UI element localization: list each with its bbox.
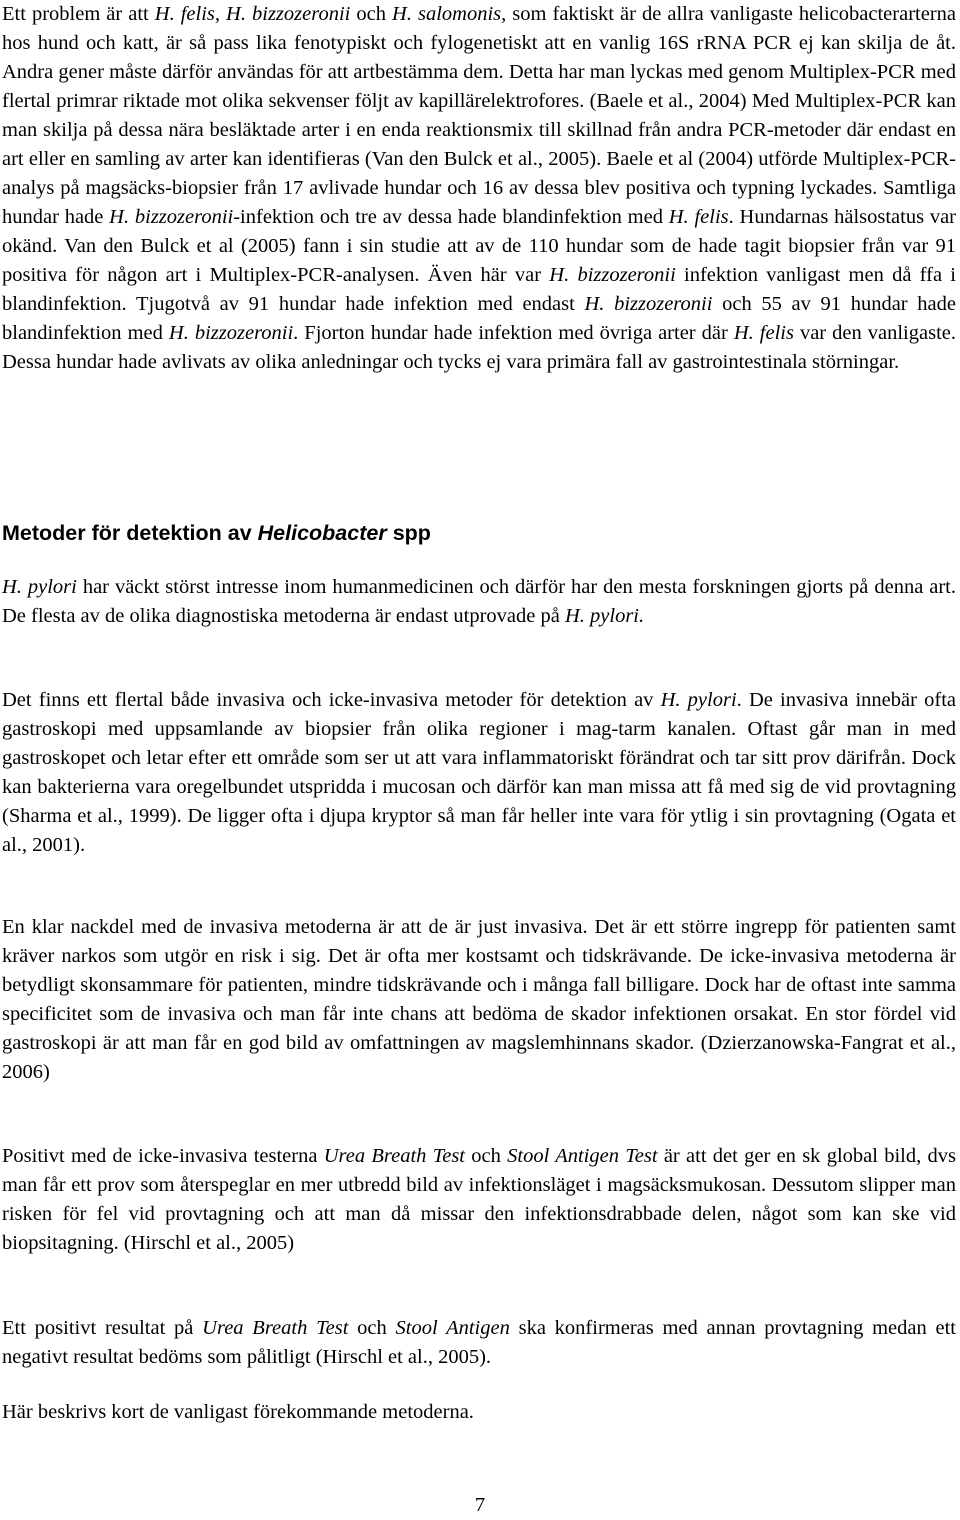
italic-text-segment: H. bizzozeronii	[549, 264, 676, 286]
text-segment: Ett problem är att	[2, 3, 155, 25]
italic-text-segment: H. bizzozeronii	[584, 293, 713, 315]
italic-text-segment: H. salomonis	[392, 3, 502, 25]
text-segment: och	[348, 1317, 396, 1339]
paragraph-helicobacter-species	[2, 0, 956, 377]
italic-text-segment: Urea Breath Test	[202, 1317, 349, 1339]
text-segment: Positivt med de icke-invasiva testerna	[2, 1145, 324, 1167]
italic-text-segment: Urea Breath Test	[323, 1145, 465, 1167]
italic-text-segment: H. bizzozeronii	[109, 206, 234, 228]
italic-text-segment: H. pylori	[660, 689, 737, 711]
italic-text-segment: H. felis	[668, 206, 729, 228]
text-segment: och	[465, 1145, 508, 1167]
text-segment: infektion vanligast men då ffa i blandinfektion. Tjugotvå av 91 hundar hade infektion med endast	[2, 264, 957, 315]
section-heading	[2, 518, 431, 548]
paragraph-invasive-methods	[2, 686, 956, 860]
paragraph-noninvasive-advantages	[2, 1142, 956, 1258]
text-segment: och 55 av 91 hundar hade blandinfektion med	[2, 293, 956, 344]
heading-text-italic: Helicobacter	[257, 521, 387, 545]
heading-text-1: Metoder för detektion av	[2, 521, 258, 545]
paragraph-methods-intro	[2, 1398, 956, 1427]
text-segment: Det finns ett flertal både invasiva och icke-invasiva metoder för detektion av	[2, 689, 661, 711]
text-segment: En klar nackdel med de invasiva metoderna är att de är just invasiva. Det är ett större ingrepp för patienten samt kräver narkos som utgör en risk i sig. Det är ofta mer kostsamt och tidskrävande. De icke-invasiva metoderna är betydligt skonsammare för patienten, mindre tidskrävande och i många fall billigare. Dock har de oftast inte samma specificitet som de invasiva och man får inte chans att bedöma de skador infektionen orsakat. En stor fördel vid gastroskopi är att man får en god bild av omfattningen av magslemhinnans skador. (Dzierzanowska-Fangrat et al., 2006)	[2, 916, 956, 1083]
text-segment: . De invasiva innebär ofta gastroskopi med uppsamlande av biopsier från olika regioner i mag-tarm kanalen. Oftast går man in med gastroskopet och letar efter ett område som ser ut att vara inflammatoriskt förändrat och tar sitt prov därifrån. Dock kan bakterierna vara oregelbundet utspridda i mucosan och därför kan man missa att få med sig de vid provtagning (Sharma et al., 1999). De ligger ofta i djupa kryptor så man får heller inte vara för ytlig i sin provtagning (Ogata et al., 2001).	[2, 689, 956, 856]
italic-text-segment: H. pylori.	[564, 605, 645, 627]
text-segment: -infektion och tre av dessa hade blandinfektion med	[233, 206, 669, 228]
heading-text-2: spp	[386, 521, 431, 545]
text-segment: . Hundarnas hälsostatus var okänd. Van den Bulck et al (2005) fann i sin studie att av de 110 hundar som de hade tagit biopsier från var 91 positiva för någon art i Multiplex-PCR-analysen. Även här var	[2, 206, 957, 286]
italic-text-segment: H. felis, H. bizzozeronii	[154, 3, 351, 25]
italic-text-segment: H. bizzozeronii	[168, 322, 294, 344]
italic-text-segment: H. felis	[733, 322, 794, 344]
text-segment: är att det ger en sk global bild, dvs man får ett prov som återspeglar en mer utbredd bild av infektionsläget i magsäcksmukosan. Dessutom slipper man risken för fel vid provtagning och att man då missar den infektionsdrabbade delen, något som kan ske vid biopsitagning. (Hirschl et al., 2005)	[2, 1145, 956, 1254]
paragraph-h-pylori-research	[2, 573, 956, 631]
text-segment: Här beskrivs kort de vanligast förekommande metoderna.	[2, 1401, 474, 1423]
italic-text-segment: Stool Antigen	[395, 1317, 510, 1339]
text-segment: , som faktiskt är de allra vanligaste helicobacterarterna hos hund och katt, är så pass lika fenotypiskt och fylogenetiskt att en vanlig 16S rRNA PCR ej kan skilja de åt. Andra gener måste därför användas för att artbestämma dem. Detta har man lyckas med genom Multiplex-PCR med flertal primrar riktade mot olika sekvenser följt av kapillärelektrofores. (Baele et al., 2004) Med Multiplex-PCR kan man skilja på dessa nära besläktade arter i en enda reaktionsmix till skillnad från andra PCR-metoder där endast en art eller en samling av arter kan identifieras (Van den Bulck et al., 2005). Baele et al (2004) utförde Multiplex-PCR-analys på magsäcks-biopsier från 17 avlivade hundar och 16 av dessa blev positiva och typning lyckades. Samtliga hundar hade	[2, 3, 956, 228]
text-segment: . Fjorton hundar hade infektion med övriga arter där	[293, 322, 734, 344]
italic-text-segment: H. pylori	[2, 576, 77, 598]
text-segment: var den vanligaste. Dessa hundar hade avlivats av olika anledningar och tycks ej vara primära fall av gastrointestinala störningar.	[2, 322, 956, 373]
text-segment: Ett positivt resultat på	[2, 1317, 203, 1339]
text-segment: och	[350, 3, 393, 25]
italic-text-segment: Stool Antigen Test	[507, 1145, 658, 1167]
page-number: 7	[474, 1494, 486, 1516]
paragraph-invasive-drawbacks	[2, 913, 956, 1087]
text-segment: ska konfirmeras med annan provtagning medan ett negativt resultat bedöms som pålitligt (Hirschl et al., 2005).	[2, 1317, 956, 1368]
text-segment: har väckt störst intresse inom humanmedicinen och därför har den mesta forskningen gjorts på denna art. De flesta av de olika diagnostiska metoderna är endast utprovade på	[2, 576, 956, 627]
paragraph-positive-result	[2, 1314, 956, 1372]
